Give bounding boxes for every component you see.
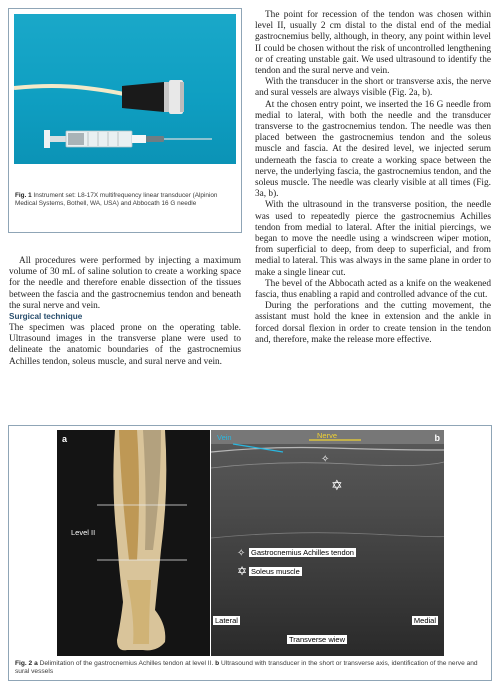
paragraph: During the perforations and the cutting movement, the assistant must hold the knee in extension and the ankle in forced dorsal flexion in order to create tension in the tendon and, therefore, make the release more effective. bbox=[255, 301, 491, 345]
caption-a-text: Delimitation of the gastrocnemius Achilles tendon at level II. bbox=[39, 660, 214, 667]
tendon-label: Gastrocnemius Achilles tendon bbox=[251, 548, 354, 557]
figure-2-caption bbox=[15, 660, 485, 677]
figure-1-caption bbox=[15, 192, 235, 209]
figure-1-label: Fig. 1 bbox=[15, 192, 32, 199]
instrument-photo bbox=[14, 14, 236, 164]
paragraph: At the chosen entry point, we inserted the 16 G needle from medial to lateral, with both the needle and the transducer transverse to the gastrocnemius tendon. The needle was then placed between the gastrocnemius tendon and the soleus muscle and fascia. At the desired level, we injected serum underneath the fascia to create a working space between the nerve, the underlying fascia, the gastrocnemius tendon, and the soleus muscle. The needle was clearly visible at all times (Fig. 3a, b). bbox=[255, 99, 491, 200]
soleus-label: Soleus muscle bbox=[251, 567, 300, 576]
instrument-set-image bbox=[14, 14, 236, 164]
svg-text:✧: ✧ bbox=[321, 454, 330, 465]
paragraph: With the ultrasound in the transverse position, the needle was used to repeatedly pierce the gastrocnemius Achilles tendon from medial to lateral. After the initial piercings, we began to move the needle using a windscreen wiper motion, from superficial to deep, from deep to superficial, and from medial to lateral. This was always in the same plane in order to make a single linear cut. bbox=[255, 200, 491, 278]
panel-b-letter: b bbox=[434, 433, 440, 443]
figure-2-panel-b bbox=[211, 430, 444, 656]
paragraph: With the transducer in the short or transverse axis, the nerve and sural vessels are always visible (Fig. 2a, b). bbox=[255, 77, 491, 99]
figure-1-caption-text: Instrument set: L8-17X multifrequency linear transducer (Alpinion Medical Systems, Bothell, WA, USA) and Abbocath 16 G needle bbox=[15, 192, 218, 208]
lateral-label: Lateral bbox=[215, 616, 238, 625]
left-column-para-1 bbox=[9, 256, 241, 312]
paragraph: All procedures were performed by injecting a maximum volume of 30 mL of saline solution to create a working space for the needle and therefore enable dissection of the tissues between the fascia and the gastrocnemius tendon and beneath the sural nerve and vein. bbox=[9, 256, 241, 311]
svg-text:✡: ✡ bbox=[237, 564, 248, 578]
medial-label: Medial bbox=[413, 616, 436, 625]
leg-photo bbox=[57, 430, 210, 656]
caption-b-text: Ultrasound with transducer in the short or transverse axis, identification of the nerve and sural vessels bbox=[15, 660, 478, 676]
paragraph: The bevel of the Abbocath acted as a knife on the weakened fascia, thus enabling a rapid and controlled advance of the cut. bbox=[255, 278, 491, 301]
ultrasound-image bbox=[211, 430, 444, 656]
right-column bbox=[255, 10, 491, 346]
level-ii-label: Level II bbox=[71, 528, 96, 537]
figure-2-panel-a bbox=[57, 430, 210, 656]
transverse-label: Transverse wiew bbox=[289, 635, 345, 644]
caption-b-letter: b bbox=[215, 660, 220, 667]
figure-1 bbox=[8, 8, 242, 233]
section-heading: Surgical technique bbox=[9, 312, 83, 321]
figure-2 bbox=[8, 425, 492, 681]
caption-a-letter: a bbox=[34, 660, 38, 667]
paragraph: The specimen was placed prone on the operating table. Ultrasound images in the transverse plane were used to delineate the anatomic boundaries of the gastrocnemius Achilles tendon, soleus muscle, and sural nerve and vein. bbox=[9, 323, 241, 367]
nerve-label: Nerve bbox=[317, 431, 338, 440]
vein-label: Vein bbox=[217, 433, 232, 442]
svg-text:✧: ✧ bbox=[237, 548, 246, 559]
panel-a-letter: a bbox=[62, 434, 68, 444]
paragraph: The point for recession of the tendon was chosen within level II, usually 2 cm distal to the distal end of the medial gastrocnemius belly, although, in theory, any point within level II could be chosen without the risk of uncontrolled lengthening or of creating unstable gait. We used ultrasound to identify the tendon and the sural nerve and vein. bbox=[255, 10, 491, 77]
svg-text:✡: ✡ bbox=[331, 478, 343, 494]
figure-2-label: Fig. 2 bbox=[15, 660, 33, 667]
left-column-para-2 bbox=[9, 323, 241, 368]
